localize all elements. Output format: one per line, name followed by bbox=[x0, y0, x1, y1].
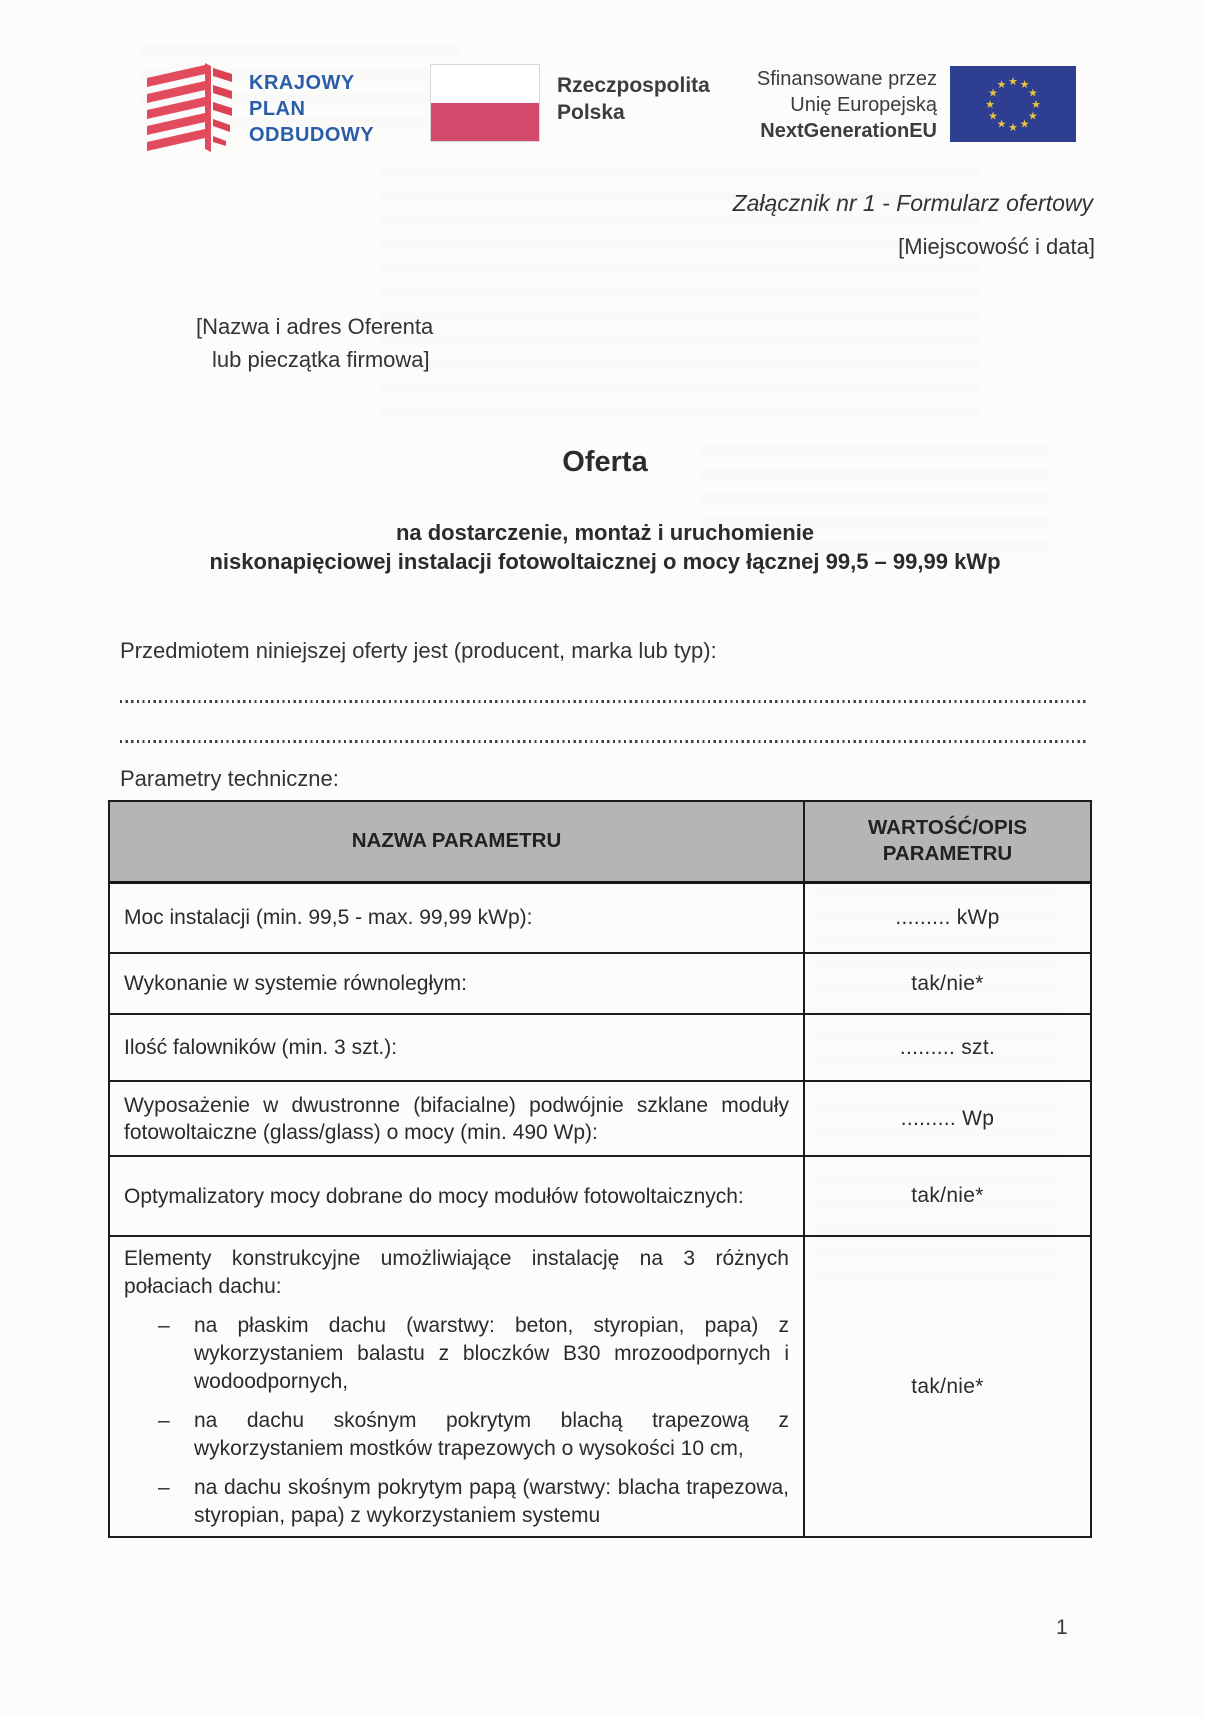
table-row bbox=[109, 1236, 1091, 1537]
table-row bbox=[109, 1014, 1091, 1081]
eu-flag-icon bbox=[950, 66, 1076, 147]
table-header-row bbox=[109, 801, 1091, 882]
page-number: 1 bbox=[1056, 1616, 1068, 1639]
column-header-parameter-value: WARTOŚĆ/OPIS PARAMETRU bbox=[804, 801, 1091, 882]
offer-subtitle bbox=[100, 518, 1110, 576]
svg-text:★: ★ bbox=[1027, 110, 1038, 123]
offerer-name-placeholder bbox=[196, 310, 433, 376]
technical-parameters-table bbox=[108, 800, 1092, 1538]
dotted-fill-line-1 bbox=[120, 700, 1086, 703]
attachment-title: Załącznik nr 1 - Formularz ofertowy bbox=[732, 190, 1093, 216]
table-row bbox=[109, 953, 1091, 1014]
kpo-logo-line: PLAN bbox=[249, 97, 306, 120]
param-name-cell bbox=[109, 1236, 804, 1537]
svg-text:★: ★ bbox=[996, 118, 1007, 131]
eu-funding-line: NextGenerationEU bbox=[760, 120, 937, 142]
dotted-fill-line-2 bbox=[120, 740, 1086, 743]
offerer-line: lub pieczątka firmowa] bbox=[212, 347, 430, 372]
table-row bbox=[109, 882, 1091, 953]
param-value-cell: ......... szt. bbox=[804, 1014, 1091, 1081]
svg-text:★: ★ bbox=[996, 78, 1007, 91]
poland-label bbox=[557, 72, 710, 126]
offer-heading: Oferta bbox=[562, 446, 648, 478]
eu-funding-line: Sfinansowane przez bbox=[756, 68, 937, 90]
kpo-logo-line: KRAJOWY bbox=[249, 71, 355, 94]
param-name-cell: Wyposażenie w dwustronne (bifacialne) podwójnie szklane moduły fotowoltaiczne (glass/glass) o mocy (min. 490 Wp): bbox=[109, 1081, 804, 1156]
poland-flag-icon bbox=[430, 64, 540, 142]
param-value-cell: ......... Wp bbox=[804, 1081, 1091, 1156]
svg-text:★: ★ bbox=[1019, 118, 1030, 131]
param-name-cell: Ilość falowników (min. 3 szt.): bbox=[109, 1014, 804, 1081]
bullet-text: na dachu skośnym pokrytym papą (warstwy: blacha trapezowa, styropian, papa) z wykorzystaniem systemu bbox=[194, 1476, 789, 1527]
offer-subtitle-line: na dostarczenie, montaż i uruchomienie bbox=[395, 520, 815, 545]
place-and-date-placeholder: [Miejscowość i data] bbox=[898, 234, 1095, 259]
param-value-cell: ......... kWp bbox=[804, 882, 1091, 953]
poland-label-line: Rzeczpospolita bbox=[557, 74, 710, 97]
offer-subtitle-line: niskonapięciowej instalacji fotowoltaicznej o mocy łącznej 99,5 – 99,99 kWp bbox=[209, 549, 1001, 574]
kpo-building-icon bbox=[145, 60, 233, 157]
eu-funding-line: Unię Europejską bbox=[790, 94, 937, 116]
kpo-logo bbox=[145, 60, 374, 157]
bullet-dash: – bbox=[158, 1476, 170, 1499]
svg-text:★: ★ bbox=[1027, 87, 1038, 100]
svg-text:★: ★ bbox=[1019, 78, 1030, 91]
kpo-logo-wordmark bbox=[249, 70, 374, 148]
offerer-line: [Nazwa i adres Oferenta bbox=[196, 314, 434, 339]
list-item bbox=[124, 1312, 789, 1396]
bullet-dash: – bbox=[158, 1409, 170, 1432]
eu-funding-statement bbox=[715, 66, 937, 144]
table-row bbox=[109, 1081, 1091, 1156]
param-value-cell: tak/nie* bbox=[804, 1156, 1091, 1236]
kpo-logo-line: ODBUDOWY bbox=[249, 123, 375, 146]
column-header-parameter-name: NAZWA PARAMETRU bbox=[109, 801, 804, 882]
table-row bbox=[109, 1156, 1091, 1236]
poland-label-line: Polska bbox=[557, 101, 625, 124]
bullet-text: na płaskim dachu (warstwy: beton, styropian, papa) z wykorzystaniem balastu z bloczków B30 mrozoodpornych i wodoodpornych, bbox=[194, 1314, 789, 1393]
list-item bbox=[124, 1407, 789, 1463]
svg-text:★: ★ bbox=[988, 110, 999, 123]
param-name-cell: Moc instalacji (min. 99,5 - max. 99,99 kWp): bbox=[109, 882, 804, 953]
param-value-cell: tak/nie* bbox=[804, 953, 1091, 1014]
technical-parameters-label: Parametry techniczne: bbox=[120, 766, 339, 791]
param-name-cell: Optymalizatory mocy dobrane do mocy modułów fotowoltaicznych: bbox=[109, 1156, 804, 1236]
svg-text:★: ★ bbox=[1008, 75, 1018, 88]
svg-text:★: ★ bbox=[985, 98, 995, 111]
svg-text:★: ★ bbox=[1008, 121, 1018, 134]
subject-label: Przedmiotem niniejszej oferty jest (producent, marka lub typ): bbox=[120, 638, 717, 663]
svg-text:★: ★ bbox=[988, 87, 999, 100]
svg-text:★: ★ bbox=[1031, 98, 1041, 111]
param-name-cell: Wykonanie w systemie równoległym: bbox=[109, 953, 804, 1014]
construction-elements-intro: Elementy konstrukcyjne umożliwiające instalację na 3 różnych połaciach dachu: bbox=[124, 1247, 789, 1298]
bullet-dash: – bbox=[158, 1314, 170, 1337]
list-item bbox=[124, 1474, 789, 1530]
param-value-cell: tak/nie* bbox=[804, 1236, 1091, 1537]
bullet-text: na dachu skośnym pokrytym blachą trapezową z wykorzystaniem mostków trapezowych o wysokości 10 cm, bbox=[194, 1409, 789, 1460]
